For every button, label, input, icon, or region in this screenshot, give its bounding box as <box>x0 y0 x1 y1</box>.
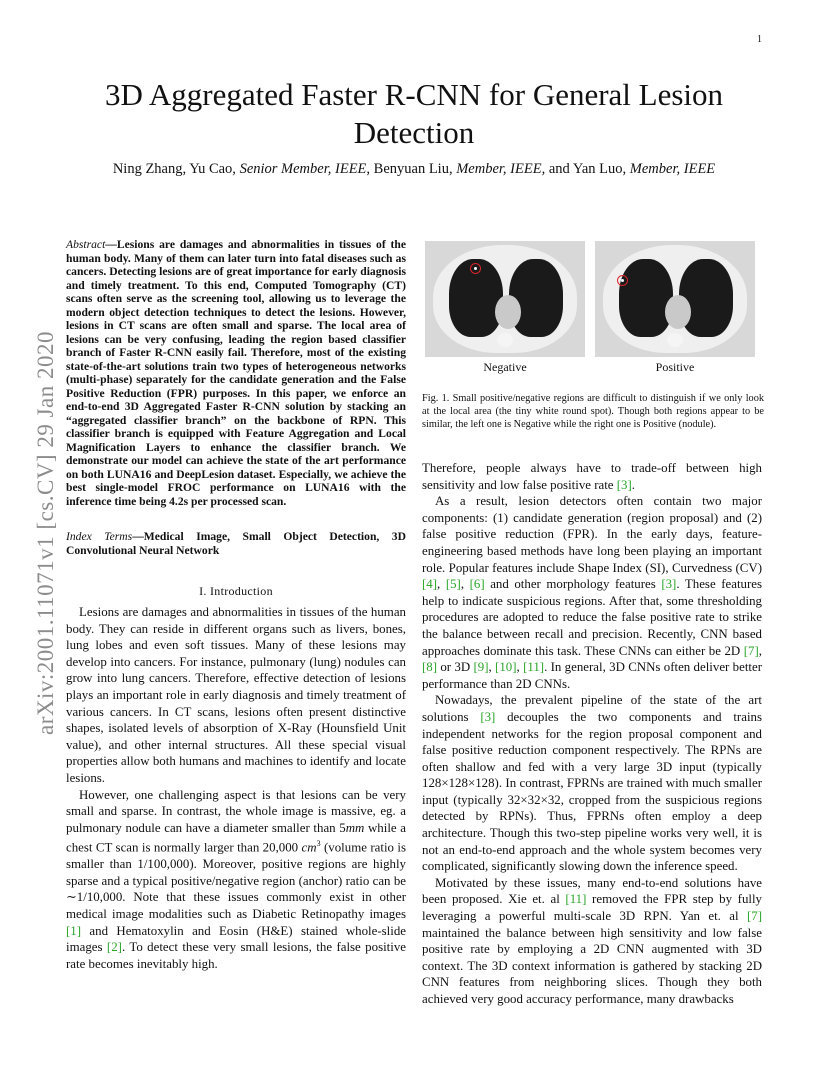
text-run: and Hematoxylin and Eosin (H&E) stained whole-slide images <box>66 923 406 955</box>
citation-link[interactable]: [3] <box>616 477 632 492</box>
body-paragraph <box>66 787 406 973</box>
text-run: and other morphology features <box>484 577 662 592</box>
arxiv-watermark-text: arXiv:2001.11071v1 [cs.CV] 29 Jan 2020 <box>33 331 58 735</box>
figure-caption: Fig. 1. Small positive/negative regions are difficult to distinguish if we only look at the local area (the tiny white round spot). Though both regions appear to be similar, the left one is Negative while the right one is Positive (nodule). <box>422 393 764 431</box>
left-column-body <box>66 604 406 972</box>
ct-scan-negative <box>425 241 585 357</box>
body-paragraph <box>422 493 762 692</box>
text-run: , <box>437 577 446 592</box>
author-name: Ning Zhang, <box>112 161 187 177</box>
text-run: or 3D <box>437 660 474 675</box>
text-run: while a chest CT scan is normally larger than 20,000 <box>66 820 406 855</box>
text-run: removed the FPR step by fully leveraging a powerful multi-scale 3D RPN. Yan et. al <box>422 892 762 924</box>
figure-label-positive: Positive <box>655 360 695 374</box>
page-number: 1 <box>757 34 762 45</box>
citation-link[interactable]: [1] <box>66 923 82 938</box>
text-run: . These features help to indicate suspicious regions. After that, some thresholding procedures are adopted to reduce the false positive rate to strike the balance between recall and precision. Recently, CNN based approaches dominate this task. These CNNs can either be 2D <box>422 577 762 658</box>
text-run: However, one challenging aspect is that lesions can be very small and sparse. In contrast, the whole image is massive, eg. a pulmonary nodule can have a diameter smaller than 5 <box>66 787 406 835</box>
text-run: . In general, 3D CNNs often deliver better performance than 2D CNNs. <box>422 660 762 691</box>
text-run: . <box>631 477 636 492</box>
figure-label-negative: Negative <box>483 360 527 374</box>
abstract <box>66 238 406 508</box>
text-run: Therefore, people always have to trade-off between high sensitivity and low false positive rate <box>422 461 762 492</box>
citation-link[interactable]: [4] <box>422 577 438 592</box>
citation-link[interactable]: [5] <box>445 577 461 592</box>
text-run: , <box>758 643 762 658</box>
citation-link[interactable]: [7] <box>743 643 759 658</box>
body-paragraph <box>66 604 406 787</box>
citation-link[interactable]: [11] <box>565 892 587 907</box>
citation-link[interactable]: [3] <box>480 709 496 724</box>
text-run: , <box>516 660 524 675</box>
abstract-lead: Abstract <box>66 238 106 251</box>
author-role: Member, IEEE, <box>452 161 546 177</box>
citation-link[interactable]: [11] <box>523 660 545 675</box>
index-terms-lead: Index Terms <box>66 530 133 543</box>
author-role: Member, IEEE <box>626 161 716 177</box>
author-name: and Yan Luo, <box>545 161 627 177</box>
right-column-body <box>422 460 762 1008</box>
section-heading: I. Introduction <box>199 584 273 598</box>
index-terms <box>66 530 406 557</box>
text-run: , <box>488 660 496 675</box>
citation-link[interactable]: [2] <box>106 940 122 955</box>
index-terms-text: —Medical Image, Small Object Detection, 3D Convolutional Neural Network <box>66 530 406 557</box>
citation-link[interactable]: [6] <box>469 577 485 592</box>
text-run: maintained the balance between high sensitivity and low false positive rate by employing a 2D CNN augmented with 3D context. The 3D context information is gathered by stacking 2D CNN features from neighboring slices. Though they both achieved very good accuracy performance, many drawbacks <box>422 925 762 1006</box>
citation-link[interactable]: [10] <box>495 660 517 675</box>
text-run: mm <box>345 820 365 835</box>
citation-link[interactable]: [3] <box>661 577 677 592</box>
text-run: . To detect these very small lesions, the false positive rate becomes inevitably high. <box>66 940 406 971</box>
text-run: decouples the two components and trains independent networks for the region proposal component and false positive reduction component respectively. The RPNs are often shallow and fed with a very large 3D input (typically 128×128×128). In contrast, FPRNs are trained with much smaller input (typically 32×32×32, cropped from the suspicious regions detected by RPNs). Thus, FPRNs often employ a deep architecture. Though this two-step pipeline works very well, it is not an end-to-end approach and the whole system becomes very complicated, significantly slowing down the inference speed. <box>422 709 762 874</box>
text-run: , <box>460 577 470 592</box>
text-run: Motivated by these issues, many end-to-end solutions have been proposed. Xie et. al <box>422 875 762 907</box>
author-role: Senior Member, IEEE, <box>235 161 371 177</box>
author-name: Benyuan Liu, <box>370 161 453 177</box>
text-run: Nowadays, the prevalent pipeline of the state of the art solutions <box>422 693 762 724</box>
author-name: Yu Cao, <box>186 161 236 177</box>
citation-link[interactable]: [9] <box>473 660 489 675</box>
text-run: (volume ratio is smaller than 1/100,000). Moreover, positive regions are highly sparse and a typical positive/negative region (anchor) ratio can be ∼1/10,000. Note that these issues commonly exist in other medical image modalities such as Diabetic Retinopathy images <box>66 840 406 921</box>
text-run: As a result, lesion detectors often contain two major components: (1) candidate generation (region proposal) and (2) false positive reduction (FPR). In the early days, feature-engineering based methods have long been playing an important role. Popular features include Shape Index (SI), Curvedness (CV) <box>422 494 762 575</box>
arxiv-watermark <box>33 295 58 765</box>
text-run: Lesions are damages and abnormalities in tissues of the human body. They can reside in different organs such as livers, bones, lung lobes and even soft tissues. Many of these lesions may develop into cancers. For instance, pulmonary (lung) nodules can grow into lung cancers. Therefore, effective detection of lesions plays an important role in early diagnosis and timely treatment of various cancers. In CT scans, lesions often present distinctive shapes, isolated levels of absorption of X-Ray (Hounsfield Unit value), and other internal structures. All these special visual properties allow both humans and machines to identify and locate lesions. <box>66 605 406 785</box>
paper-title: 3D Aggregated Faster R-CNN for General Lesion Detection <box>104 77 724 150</box>
ct-scan-positive <box>595 241 755 357</box>
figure-1 <box>425 241 763 373</box>
body-paragraph <box>422 875 762 1008</box>
citation-link[interactable]: [8] <box>422 660 438 675</box>
text-run: 3 <box>316 839 321 849</box>
text-run: cm <box>301 840 317 855</box>
citation-link[interactable]: [7] <box>746 909 762 924</box>
body-paragraph <box>422 692 762 875</box>
abstract-text: —Lesions are damages and abnormalities in tissues of the human body. Many of them can later turn into fatal diseases such as cancers. Detecting lesions are of great importance for early diagnosis and timely treatment. To this end, Computed Tomography (CT) scans often serve as the screening tool, allowing us to leverage the modern object detection techniques to detect the lesions. However, lesions in CT scans are often small and sparse. The local area of lesions can be very confusing, leading the region based classifier branch of Faster R-CNN easily fail. Therefore, most of the existing state-of-the-art solutions train two types of heterogeneous networks (multi-phase) separately for the candidate generation and the False Positive Reduction (FPR) purposes. In this paper, we enforce an end-to-end 3D Aggregated Faster R-CNN solution by stacking an “aggregated classifier branch” on the backbone of RPN. This classifier branch is equipped with Feature Aggregation and Local Magnification Layers to enhance the classifier branch. We demonstrate our model can achieve the state of the art performance on both LUNA16 and DeepLesion dataset. Especially, we achieve the best single-model FROC performance on LUNA16 with the inference time being 4.2s per processed scan. <box>66 238 406 508</box>
body-paragraph <box>422 460 762 493</box>
author-list <box>60 160 768 178</box>
